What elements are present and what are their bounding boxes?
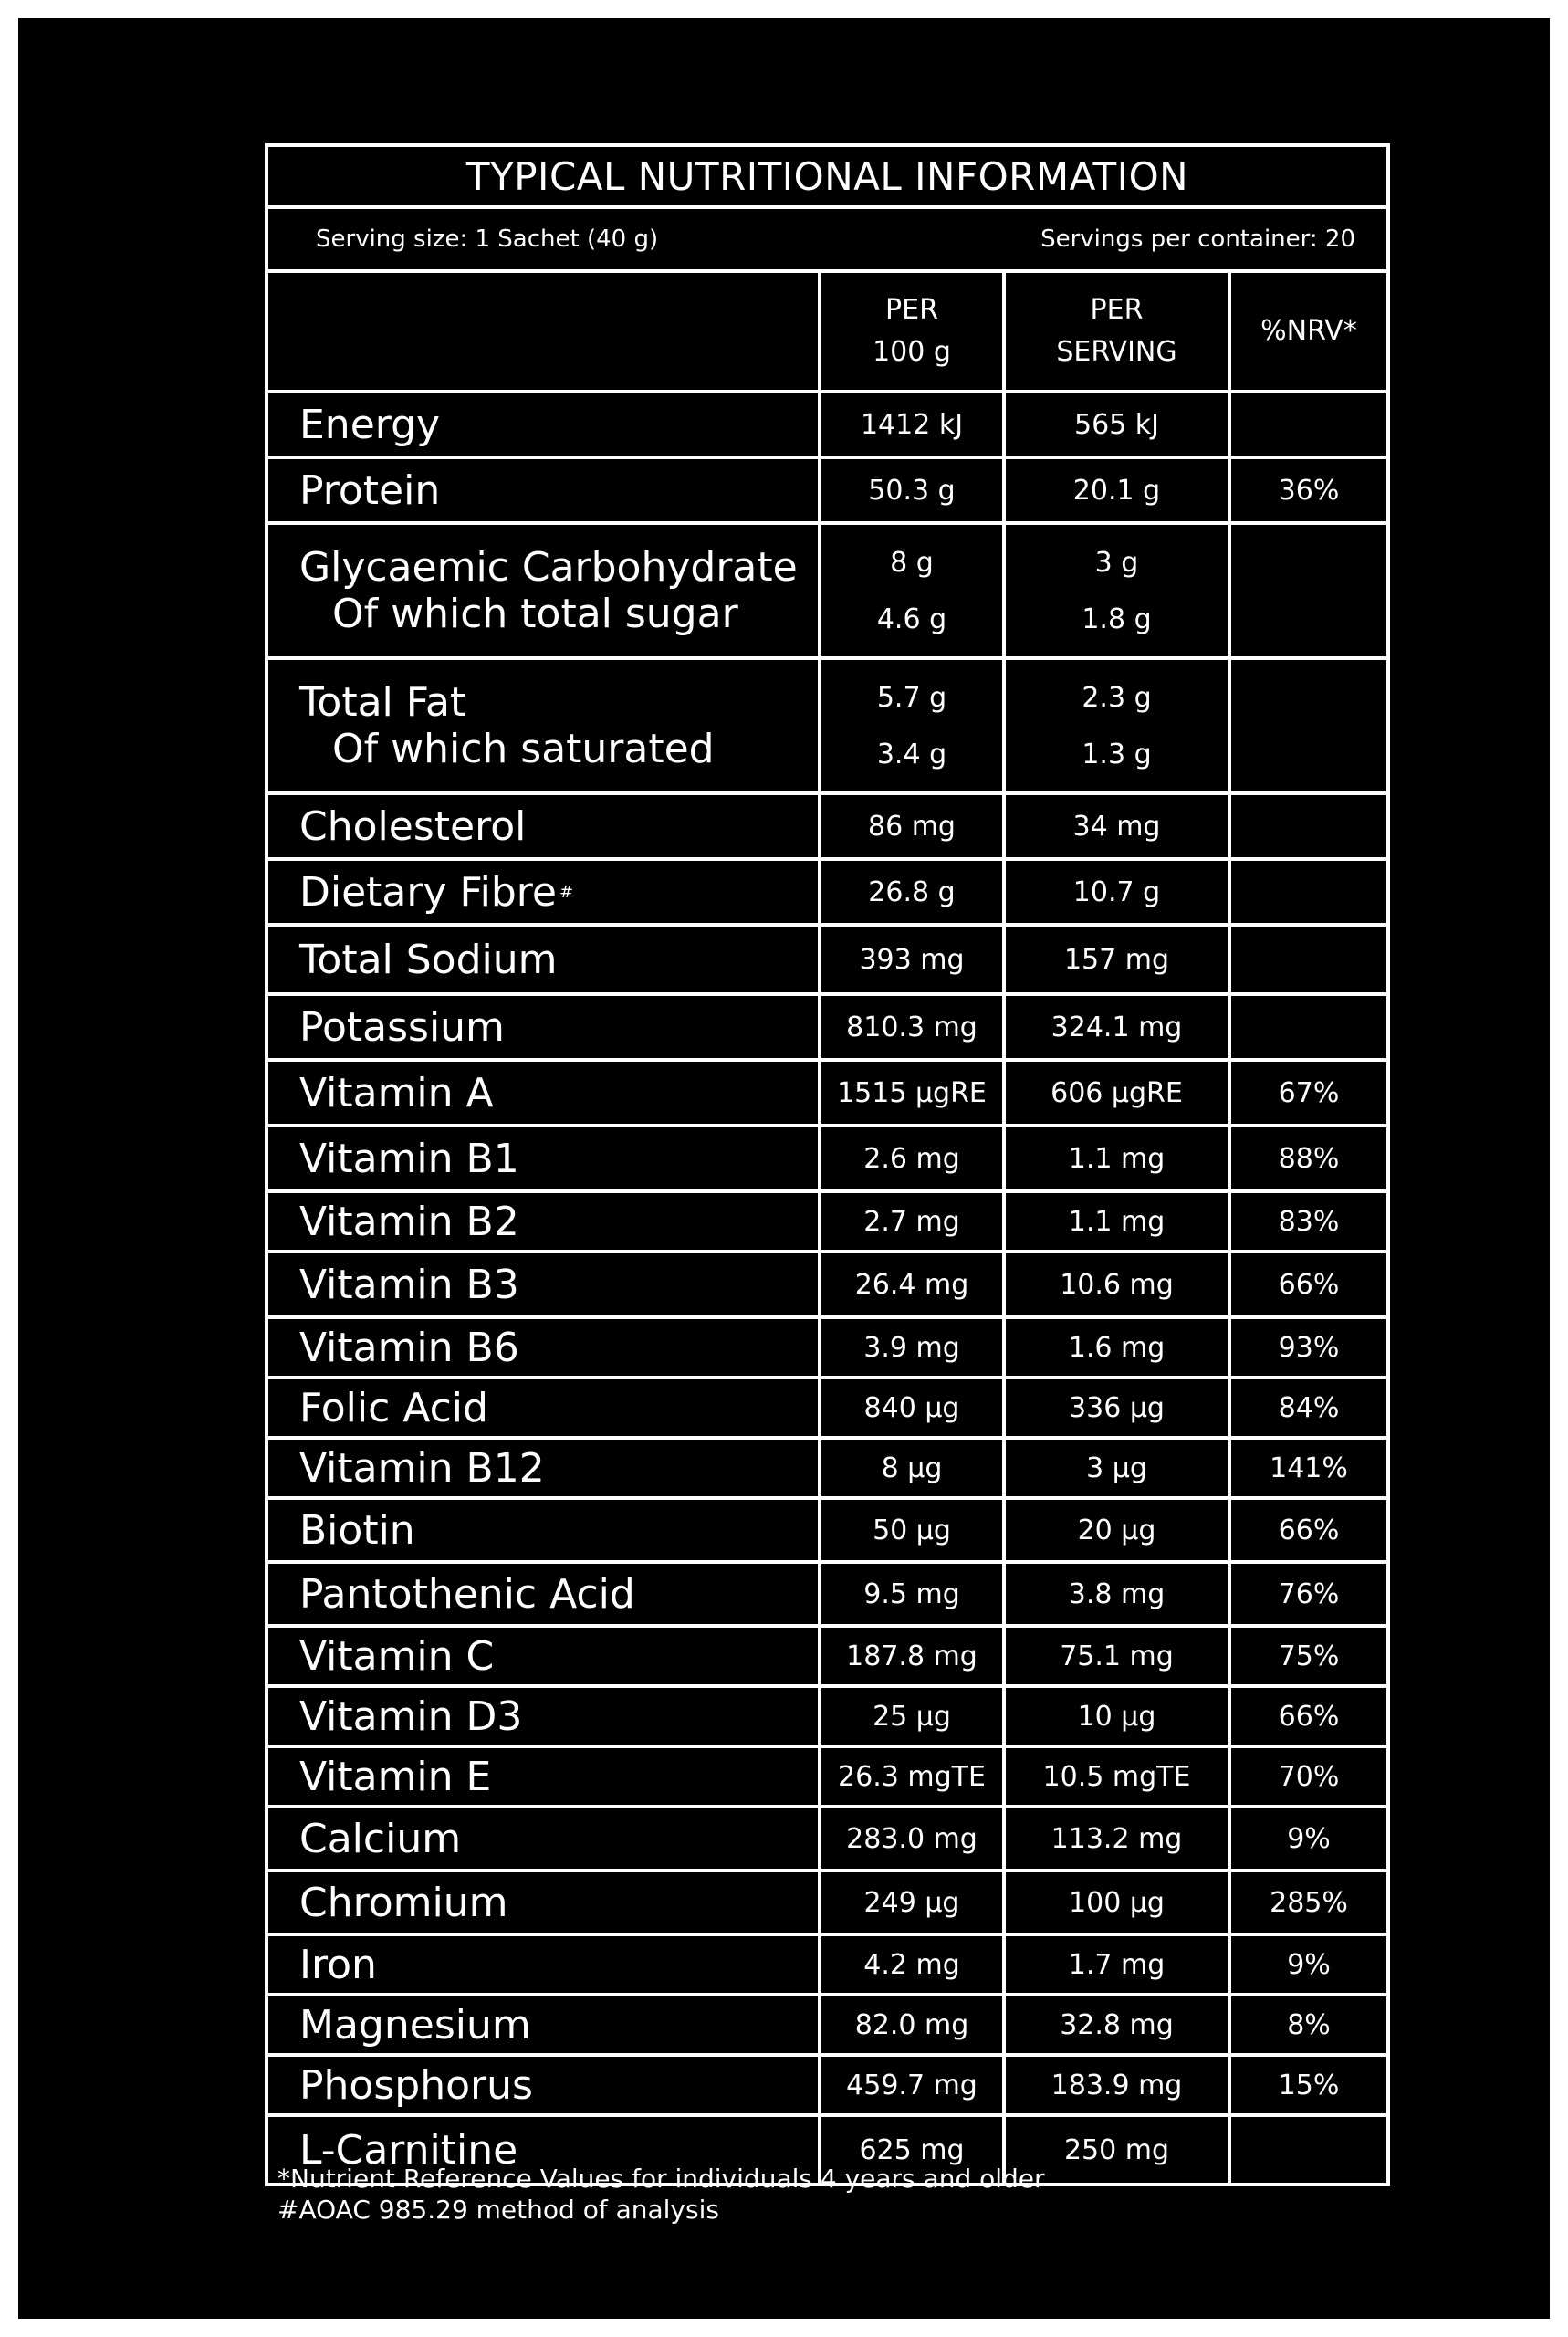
value-nrv: 70%: [1278, 1760, 1340, 1793]
value-per-serving: 100 µg: [1006, 1872, 1231, 1933]
value-per-100g: 8 g 4.6 g: [821, 525, 1006, 656]
value-nrv: [1231, 861, 1386, 923]
value-nrv: 66%: [1278, 1514, 1340, 1546]
value-per-100g: 5.7 g 3.4 g: [821, 660, 1006, 791]
value-per-serving: 113.2 mg: [1006, 1808, 1231, 1869]
nutrient-sub-name: Of which saturated: [332, 726, 715, 772]
nutrient-name: Total Fat Of which saturated: [268, 660, 821, 791]
nutrient-name: Dietary Fibre #: [268, 861, 821, 923]
nutrient-name: Protein: [268, 459, 821, 521]
value-nrv: 15%: [1278, 2069, 1340, 2101]
value-per-100g: 9.5 mg: [821, 1564, 1006, 1624]
value-per-serving: 606 µgRE: [1006, 1062, 1231, 1124]
value-nrv: 83%: [1278, 1205, 1340, 1238]
value-nrv: [1231, 660, 1386, 791]
value-nrv: 67%: [1278, 1076, 1340, 1109]
value-per-serving: 75.1 mg: [1006, 1628, 1231, 1684]
table-row: [268, 1564, 1386, 1628]
footnote-aoac: #AOAC 985.29 method of analysis: [277, 2195, 719, 2225]
value-nrv: 66%: [1278, 1268, 1340, 1301]
value-per-100g: 2.7 mg: [821, 1193, 1006, 1250]
nutrient-name: Vitamin A: [268, 1062, 821, 1124]
value-per-100g: 50.3 g: [821, 459, 1006, 521]
table-title: TYPICAL NUTRITIONAL INFORMATION: [268, 147, 1386, 209]
value-per-100g: 25 µg: [821, 1688, 1006, 1745]
nutrient-name: Vitamin B6: [268, 1319, 821, 1376]
value-per-serving: 10.5 mgTE: [1006, 1748, 1231, 1805]
value-per-100g: 86 mg: [821, 795, 1006, 857]
value-per-100g: 1412 kJ: [821, 393, 1006, 456]
nutrient-name: Folic Acid: [268, 1379, 821, 1436]
nutrient-name: Vitamin B12: [268, 1440, 821, 1496]
value-nrv: 36%: [1278, 474, 1340, 507]
value-per-100g: 4.2 mg: [821, 1936, 1006, 1993]
value-per-serving: 250 mg: [1006, 2117, 1231, 2183]
table-row: [268, 1628, 1386, 1688]
value-nrv: 66%: [1278, 1700, 1340, 1733]
nutrient-name: Total Sodium: [268, 927, 821, 992]
value-per-serving: 157 mg: [1006, 927, 1231, 992]
table-row: [268, 996, 1386, 1062]
value-per-serving: 324.1 mg: [1006, 996, 1231, 1058]
header-per-100g: PER 100 g: [821, 273, 1006, 390]
value-per-serving: 34 mg: [1006, 795, 1231, 857]
table-row: [268, 1688, 1386, 1748]
footnote-nrv: *Nutrient Reference Values for individuals 4 years and older: [277, 2164, 1045, 2194]
value-per-serving: 1.1 mg: [1006, 1193, 1231, 1250]
value-per-serving: 10.7 g: [1006, 861, 1231, 923]
nutrient-name: Pantothenic Acid: [268, 1564, 821, 1624]
nutrient-name: Vitamin B2: [268, 1193, 821, 1250]
serving-info: [268, 209, 1386, 273]
table-row: [268, 1996, 1386, 2057]
nutrient-name: Vitamin B1: [268, 1127, 821, 1189]
table-row: [268, 2057, 1386, 2117]
footnotes: [277, 2164, 1045, 2226]
nutrient-name: Vitamin D3: [268, 1688, 821, 1745]
value-per-100g: 625 mg: [821, 2117, 1006, 2183]
value-per-serving: 3 g 1.8 g: [1006, 525, 1231, 656]
value-per-serving: 565 kJ: [1006, 393, 1231, 456]
table-row: [268, 795, 1386, 861]
value-per-100g: 2.6 mg: [821, 1127, 1006, 1189]
value-per-100g: 26.8 g: [821, 861, 1006, 923]
value-nrv: 141%: [1270, 1451, 1348, 1484]
value-per-serving: 10.6 mg: [1006, 1253, 1231, 1315]
value-per-serving: 1.7 mg: [1006, 1936, 1231, 1993]
table-row: [268, 1748, 1386, 1808]
header-per-serving: PER SERVING: [1006, 273, 1231, 390]
value-nrv: 84%: [1278, 1391, 1340, 1424]
value-per-serving: 20 µg: [1006, 1500, 1231, 1560]
nutrient-name: Biotin: [268, 1500, 821, 1560]
nutrient-name: Energy: [268, 393, 821, 456]
value-per-serving: 1.6 mg: [1006, 1319, 1231, 1376]
table-row: [268, 1062, 1386, 1127]
value-per-serving: 183.9 mg: [1006, 2057, 1231, 2113]
value-nrv: [1231, 996, 1386, 1058]
value-per-100g: 187.8 mg: [821, 1628, 1006, 1684]
value-nrv: 75%: [1278, 1640, 1340, 1672]
table-row: [268, 1808, 1386, 1872]
value-per-serving: 336 µg: [1006, 1379, 1231, 1436]
nutrient-name: Glycaemic Carbohydrate Of which total sugar: [268, 525, 821, 656]
value-per-100g: 393 mg: [821, 927, 1006, 992]
value-per-100g: 82.0 mg: [821, 1996, 1006, 2053]
value-per-serving: 2.3 g 1.3 g: [1006, 660, 1231, 791]
value-per-100g: 249 µg: [821, 1872, 1006, 1933]
table-row: [268, 1500, 1386, 1564]
label-panel: [18, 18, 1550, 2319]
value-nrv: 285%: [1270, 1886, 1348, 1919]
footnote-mark: #: [559, 882, 574, 902]
value-nrv: [1231, 927, 1386, 992]
table-row: [268, 861, 1386, 927]
nutrient-name: Cholesterol: [268, 795, 821, 857]
value-per-100g: 1515 µgRE: [821, 1062, 1006, 1124]
nutrient-name: Vitamin E: [268, 1748, 821, 1805]
value-nrv: 88%: [1278, 1142, 1340, 1175]
serving-size: Serving size: 1 Sachet (40 g): [316, 225, 659, 253]
value-nrv: 9%: [1287, 1822, 1331, 1855]
header-blank: [268, 273, 821, 390]
value-per-100g: 26.3 mgTE: [821, 1748, 1006, 1805]
table-row: [268, 1193, 1386, 1253]
value-nrv: [1231, 393, 1386, 456]
header-nrv: %NRV*: [1260, 315, 1357, 347]
nutrient-sub-name: Of which total sugar: [332, 591, 738, 637]
nutrient-name: Vitamin B3: [268, 1253, 821, 1315]
value-nrv: 8%: [1287, 2008, 1331, 2041]
nutrition-table: [265, 143, 1390, 2186]
value-nrv: 76%: [1278, 1577, 1340, 1610]
value-per-100g: 3.9 mg: [821, 1319, 1006, 1376]
value-per-100g: 459.7 mg: [821, 2057, 1006, 2113]
table-row: [268, 525, 1386, 660]
value-nrv: [1231, 2117, 1386, 2183]
servings-per-container: Servings per container: 20: [1040, 225, 1355, 253]
value-nrv: [1231, 525, 1386, 656]
value-per-100g: 840 µg: [821, 1379, 1006, 1436]
nutrient-name: Calcium: [268, 1808, 821, 1869]
value-nrv: [1231, 795, 1386, 857]
value-per-serving: 3 µg: [1006, 1440, 1231, 1496]
value-per-100g: 283.0 mg: [821, 1808, 1006, 1869]
value-per-100g: 810.3 mg: [821, 996, 1006, 1058]
table-row: [268, 1872, 1386, 1936]
table-row: [268, 1936, 1386, 1996]
value-per-100g: 50 µg: [821, 1500, 1006, 1560]
value-per-serving: 3.8 mg: [1006, 1564, 1231, 1624]
table-row: [268, 927, 1386, 996]
value-per-100g: 8 µg: [821, 1440, 1006, 1496]
nutrient-rows: [268, 393, 1386, 2183]
table-row: [268, 393, 1386, 459]
nutrient-name: Magnesium: [268, 1996, 821, 2053]
table-row: [268, 1319, 1386, 1379]
value-per-serving: 1.1 mg: [1006, 1127, 1231, 1189]
nutrient-name: Chromium: [268, 1872, 821, 1933]
value-per-serving: 20.1 g: [1006, 459, 1231, 521]
nutrient-name: Potassium: [268, 996, 821, 1058]
value-per-100g: 26.4 mg: [821, 1253, 1006, 1315]
value-per-serving: 32.8 mg: [1006, 1996, 1231, 2053]
table-row: [268, 1440, 1386, 1500]
nutrient-name: Iron: [268, 1936, 821, 1993]
value-per-serving: 10 µg: [1006, 1688, 1231, 1745]
table-row: [268, 1253, 1386, 1319]
table-row: [268, 660, 1386, 795]
value-nrv: 93%: [1278, 1331, 1340, 1364]
value-nrv: 9%: [1287, 1948, 1331, 1981]
table-row: [268, 1379, 1386, 1440]
nutrient-name: L-Carnitine: [268, 2117, 821, 2183]
column-header-row: [268, 273, 1386, 393]
table-row: [268, 1127, 1386, 1193]
nutrient-name: Phosphorus: [268, 2057, 821, 2113]
table-row: [268, 459, 1386, 525]
nutrient-name: Vitamin C: [268, 1628, 821, 1684]
